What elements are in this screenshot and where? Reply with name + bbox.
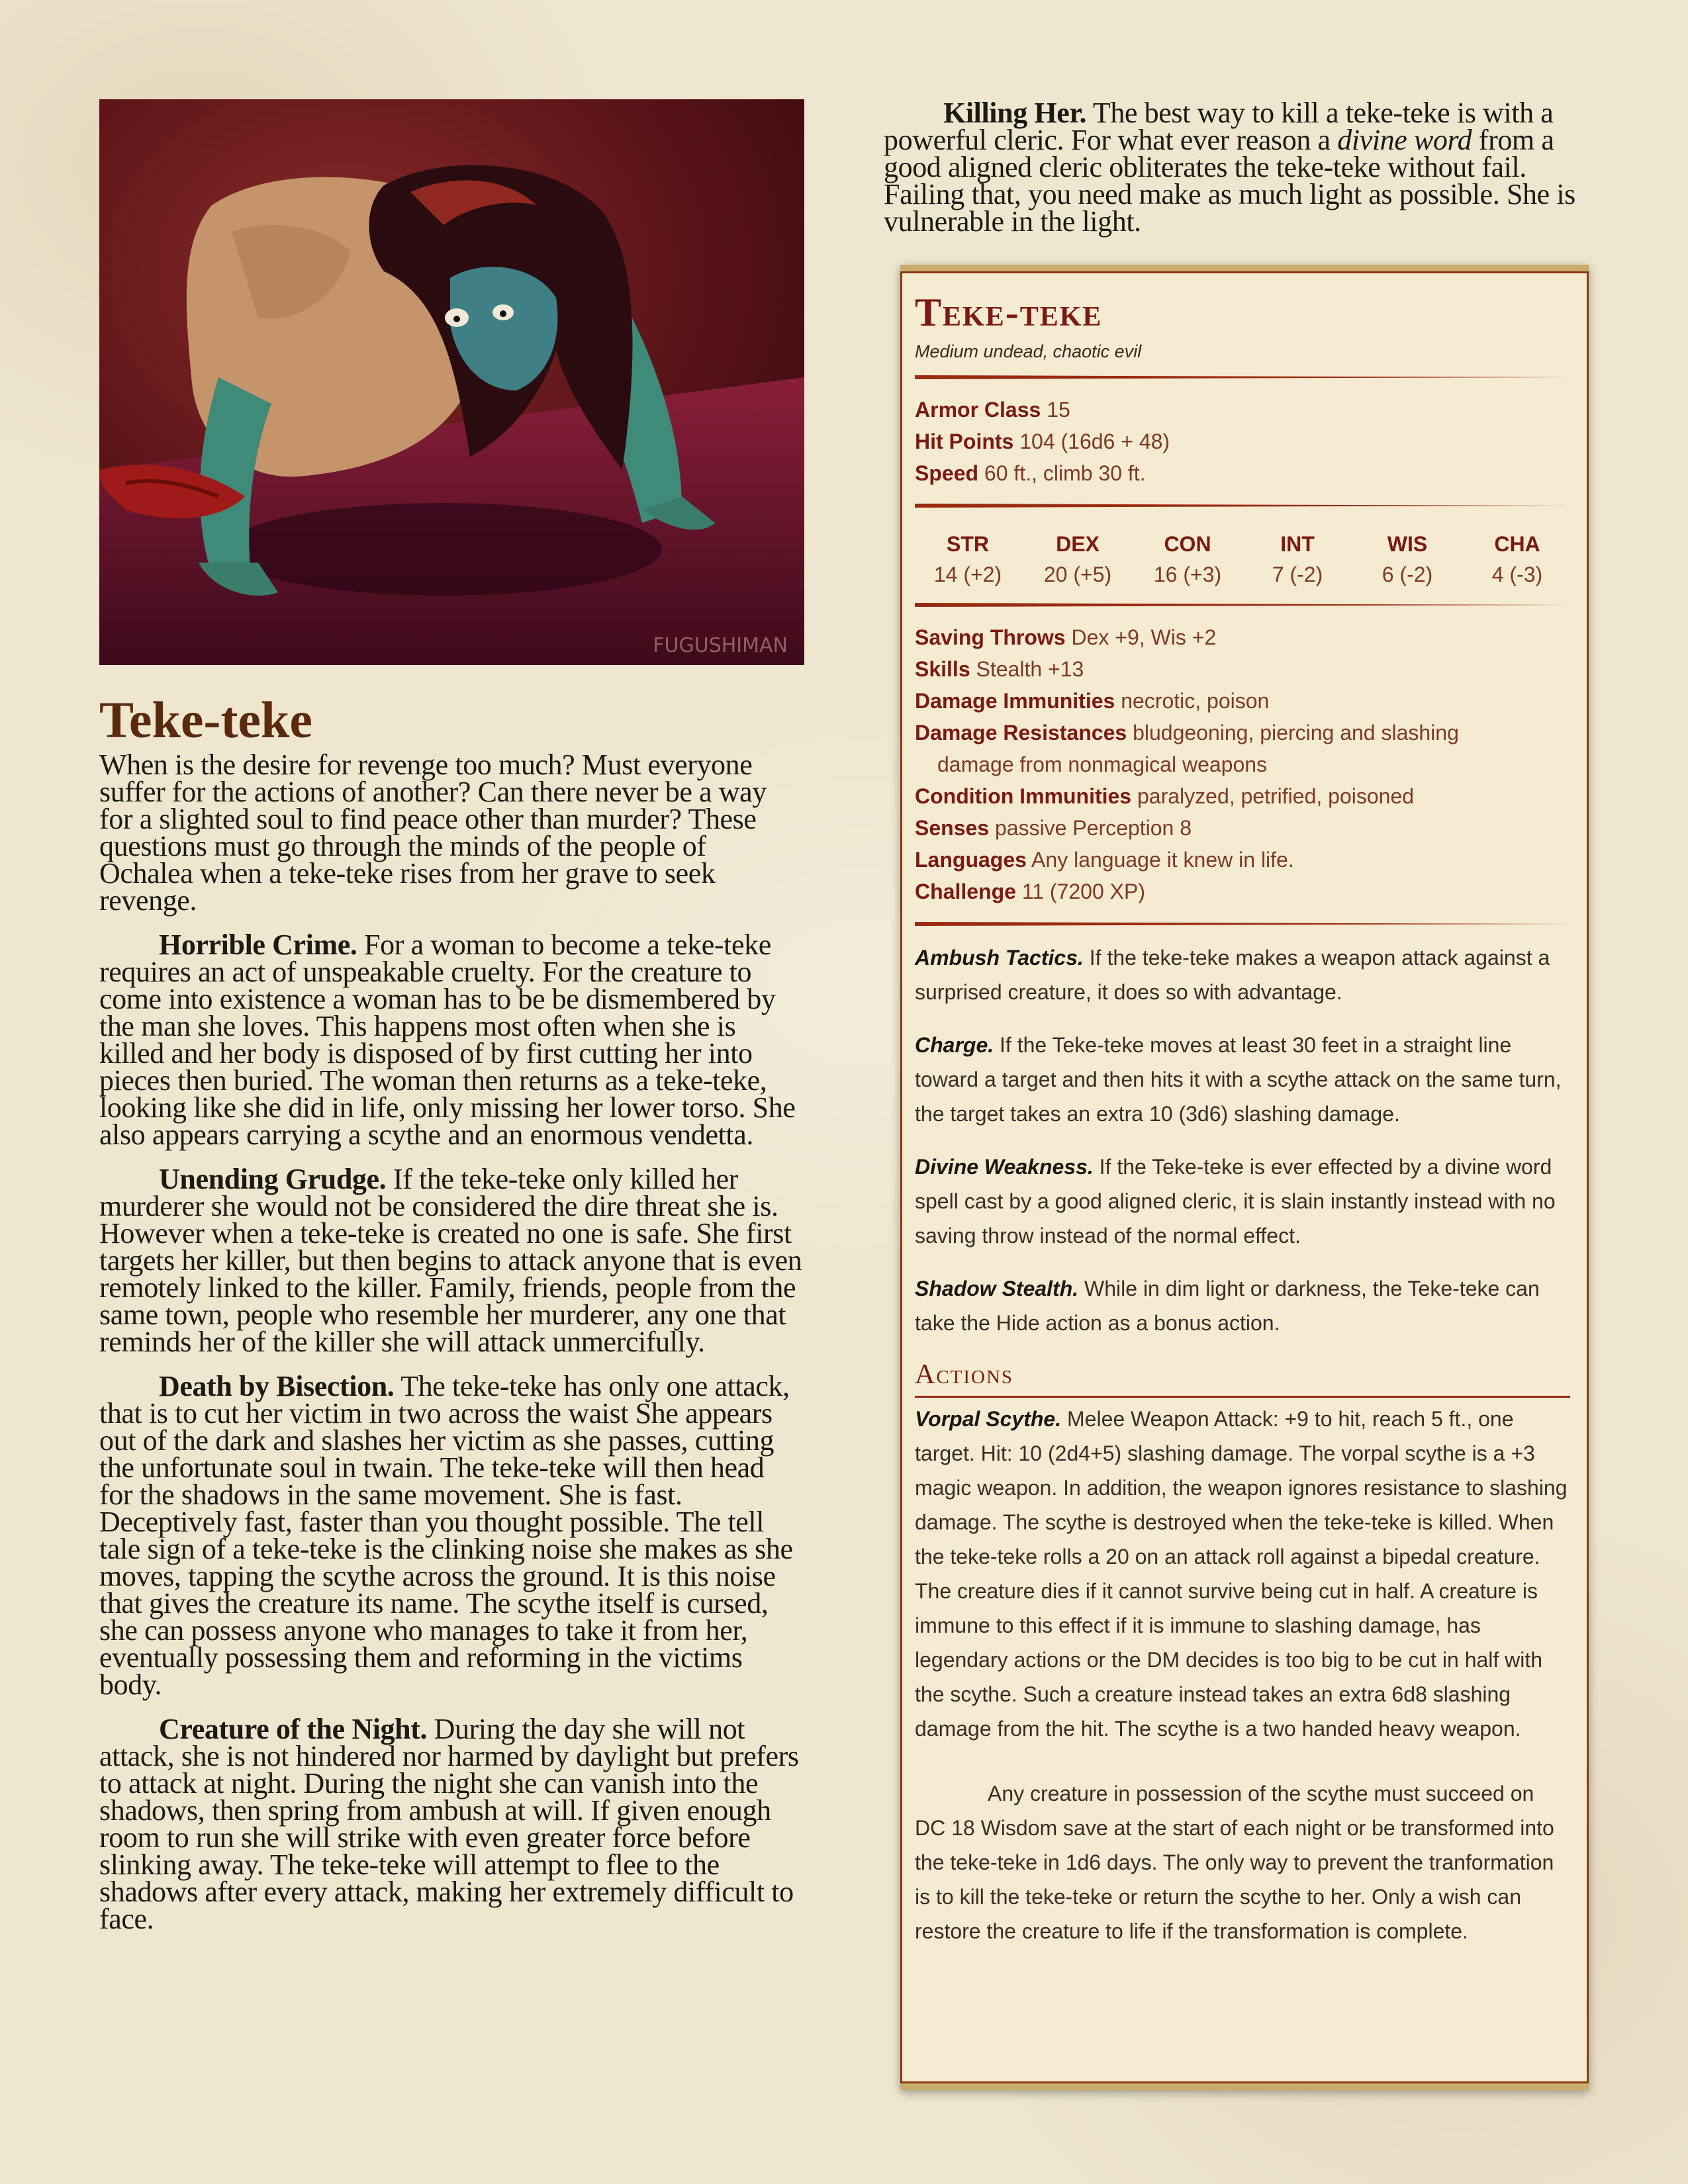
section-heading: Death by Bisection. — [159, 1370, 395, 1402]
armor-class: Armor Class 15 — [915, 398, 1070, 422]
divider — [915, 603, 1570, 607]
ability-str: STR 14 (+2) — [933, 532, 1002, 586]
ability-con: CON 16 (+3) — [1153, 532, 1222, 586]
challenge: Challenge 11 (7200 XP) — [915, 880, 1145, 903]
ability-int: INT 7 (-2) — [1272, 532, 1323, 586]
divider — [915, 504, 1570, 508]
senses: Senses passive Perception 8 — [915, 816, 1192, 840]
hit-points: Hit Points 104 (16d6 + 48) — [915, 430, 1170, 453]
section-death-by-bisection — [99, 1370, 804, 1701]
actions-heading: Actions — [915, 1359, 1570, 1398]
section-heading: Creature of the Night. — [159, 1713, 428, 1745]
monster-name: Teke-teke — [915, 291, 1103, 334]
ability-scores — [915, 522, 1570, 594]
section-horrible-crime — [99, 929, 804, 1151]
divider — [915, 922, 1570, 926]
damage-resistances: Damage Resistances bludgeoning, piercing and slashing damage from nonmagical weapons — [915, 721, 1459, 776]
trait-ambush-tactics: Ambush Tactics. If the teke-teke makes a weapon attack against a surprised creature, it does so with advantage. — [915, 946, 1550, 1004]
condition-immunities: Condition Immunities paralyzed, petrified, poisoned — [915, 784, 1415, 808]
creature-illustration — [99, 99, 804, 665]
section-heading: Killing Her. — [943, 97, 1087, 129]
divider — [915, 375, 1570, 379]
skills: Skills Stealth +13 — [915, 657, 1084, 681]
section-heading: Unending Grudge. — [159, 1163, 387, 1195]
teke-teke-artwork — [99, 99, 804, 665]
section-unending-grudge — [99, 1163, 804, 1358]
page-title: Teke-teke — [99, 691, 313, 749]
trait-charge: Charge. If the Teke-teke moves at least 30 feet in a straight line toward a target and then hits it with a scythe attack on the same turn, the target takes an extra 10 (3d6) slashing damage. — [915, 1033, 1562, 1126]
languages: Languages Any language it knew in life. — [915, 848, 1294, 872]
trait-shadow-stealth: Shadow Stealth. While in dim light or darkness, the Teke-teke can take the Hide action as a bonus action. — [915, 1277, 1540, 1335]
ability-dex: DEX 20 (+5) — [1043, 532, 1112, 586]
action-scythe-curse: Any creature in possession of the scythe must succeed on DC 18 Wisdom save at the start of each night or be transformed into the teke-teke in 1d6 days. The only way to prevent the tranformation is to kill the teke-teke or return the scythe to her. Only a wish can restore the creature to life if the transformation is complete. — [915, 1782, 1554, 1943]
right-column — [884, 97, 1589, 238]
section-text: If the teke-teke only killed her murderer she would not be considered the dire threat she is. However when a teke-teke is created no one is safe. She first targets her killer, but then begins to attack anyone that is even remotely linked to the killer. Family, friends, people from the same town, people who resemble her murderer, any one that reminds her of the killer she will attack unmercifully. — [99, 1163, 802, 1358]
section-killing-her — [884, 97, 1589, 238]
trait-divine-weakness: Divine Weakness. If the Teke-teke is ever effected by a divine word spell cast by a good aligned cleric, it is slain instantly instead with no saving throw instead of the normal effect. — [915, 1155, 1556, 1248]
damage-immunities: Damage Immunities necrotic, poison — [915, 689, 1270, 713]
speed: Speed 60 ft., climb 30 ft. — [915, 461, 1146, 485]
ability-cha: CHA 4 (-3) — [1491, 532, 1543, 586]
section-text: The best way to kill a teke-teke is with a powerful cleric. For what ever reason a — [884, 97, 1554, 156]
spell-name: divine word — [1337, 124, 1472, 156]
section-heading: Horrible Crime. — [159, 929, 357, 961]
section-text: The teke-teke has only one attack, that is to cut her victim in two across the waist She appears out of the dark and slashes her victim as she passes, cutting the unfortunate soul in twain. The teke-teke will then head for the shadows in the same movement. She is fast. Deceptively fast, faster than you thought possible. The tell tale sign of a teke-teke is the clinking noise she makes as she moves, tapping the scythe across the ground. It is this noise that gives the creature its name. The scythe itself is cursed, she can possess anyone who manages to take it from her, eventually possessing them and reforming in the victims body. — [99, 1370, 793, 1701]
stat-block — [900, 265, 1589, 2090]
section-creature-of-the-night — [99, 1715, 804, 1933]
section-text: from a good aligned cleric obliterates the teke-teke without fail. Failing that, you need make as much light as possible. She is vulnerable in the light. — [884, 124, 1575, 238]
monster-type: Medium undead, chaotic evil — [915, 341, 1142, 361]
saving-throws: Saving Throws Dex +9, Wis +2 — [915, 625, 1217, 649]
ability-wis: WIS 6 (-2) — [1382, 532, 1433, 586]
intro-paragraph: When is the desire for revenge too much? Must everyone suffer for the actions of another? Can there never be a way for a slighted soul to find peace other than murder? These questions must go through the minds of the people of Ochalea when a teke-teke rises from her grave to seek revenge. — [99, 749, 767, 917]
artist-signature: FUGUSHIMAN — [653, 634, 788, 657]
left-column — [99, 99, 804, 1950]
section-text: During the day she will not attack, she is not hindered nor harmed by daylight but prefers to attack at night. During the night she can vanish into the shadows, then spring from ambush at will. If given enough room to run she will strike with even greater force before slinking away. The teke-teke will attempt to flee to the shadows after every attack, making her extremely difficult to face. — [99, 1713, 799, 1935]
section-text: For a woman to become a teke-teke requires an act of unspeakable cruelty. For the creature to come into existence a woman has to be be dismembered by the man she loves. This happens most often when she is killed and her body is disposed of by first cutting her into pieces then buried. The woman then returns as a teke-teke, looking like she did in life, only missing her lower torso. She also appears carrying a scythe and an enormous vendetta. — [99, 929, 796, 1151]
action-vorpal-scythe: Vorpal Scythe. Melee Weapon Attack: +9 to hit, reach 5 ft., one target. Hit: 10 (2d4+5) slashing damage. The vorpal scythe is a +3 magic weapon. In addition, the weapon ignores resistance to slashing damage. The scythe is destroyed when the teke-teke is killed. When the teke-teke rolls a 20 on an attack roll against a bipedal creature. The creature dies if it cannot survive being cut in half. A creature is immune to this effect if it is immune to slashing damage, has legendary actions or the DM decides is too big to be cut in half with the scythe. Such a creature instead takes an extra 6d8 slashing damage from the hit. The scythe is a two handed heavy weapon. Any creature in possession of the scythe must succeed on DC 18 Wisdom save at the start of each night or be transformed into the teke-teke in 1d6 days. The only way to prevent the tranformation is to kill the teke-teke or return the scythe to her. Only a wish can restore the creature to life if the transformation is complete. — [915, 1402, 1570, 1948]
